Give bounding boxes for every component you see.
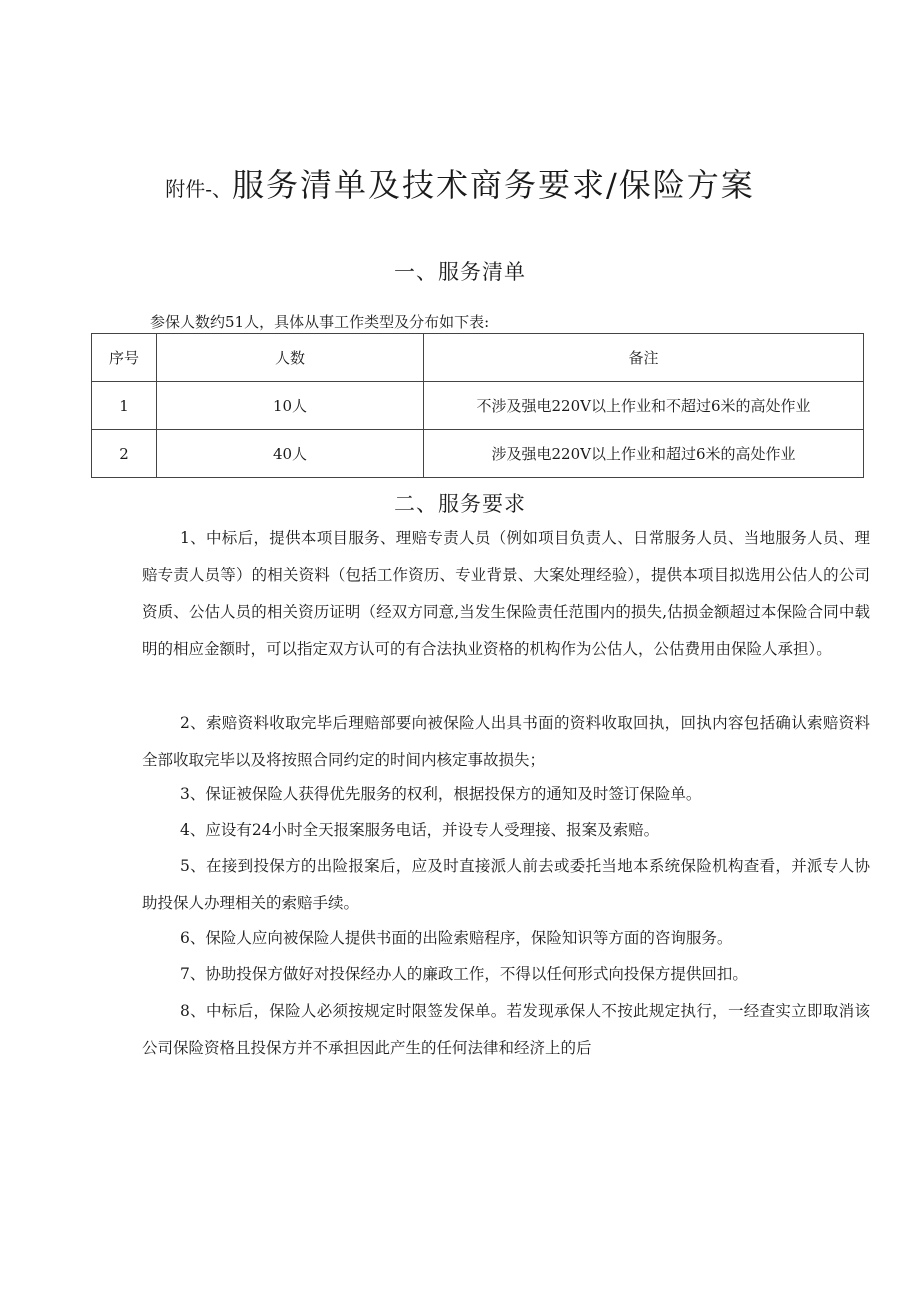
header-count: 人数 [157, 334, 424, 382]
cell-count: 10人 [157, 382, 424, 430]
title-prefix: 附件-、 [165, 177, 232, 201]
requirement-item-1: 1、中标后，提供本项目服务、理赔专责人员（例如项目负责人、日常服务人员、当地服务人员、理赔专责人员等）的相关资料（包括工作资历、专业背景、大案处理经验），提供本项目拟选用公估人的公司资质、公估人员的相关资历证明（经双方同意,当发生保险责任范围内的损失,估损金额超过本保险合同中载明的相应金额时，可以指定双方认可的有合法执业资格的机构作为公估人，公估费用由保险人承担）。 [142, 529, 870, 658]
requirement-item-7: 7、协助投保方做好对投保经办人的廉政工作，不得以任何形式向投保方提供回扣。 [180, 965, 748, 983]
requirement-item-4: 4、应设有24小时全天报案服务电话，并设专人受理接、报案及索赔。 [180, 821, 660, 839]
table-row [92, 430, 864, 478]
table-header-row [92, 334, 864, 382]
header-remark: 备注 [424, 334, 864, 382]
table-row [92, 382, 864, 430]
cell-count: 40人 [157, 430, 424, 478]
header-index: 序号 [92, 334, 157, 382]
requirement-item-3: 3、保证被保险人获得优先服务的权利，根据投保方的通知及时签订保险单。 [180, 785, 702, 803]
cell-remark: 涉及强电220V以上作业和超过6米的高处作业 [424, 430, 864, 478]
cell-index: 1 [92, 382, 157, 430]
section-heading-service-list: 一、服务清单 [394, 260, 526, 284]
requirement-item-8: 8、中标后，保险人必须按规定时限签发保单。若发现承保人不按此规定执行，一经查实立即取消该公司保险资格且投保方并不承担因此产生的任何法律和经济上的后 [142, 1002, 870, 1057]
requirement-item-5: 5、在接到投保方的出险报案后，应及时直接派人前去或委托当地本系统保险机构查看，并派专人协助投保人办理相关的索赔手续。 [142, 857, 870, 912]
title-main: 服务清单及技术商务要求/保险方案 [231, 166, 755, 204]
requirement-item-6: 6、保险人应向被保险人提供书面的出险索赔程序，保险知识等方面的咨询服务。 [180, 929, 733, 947]
requirement-item-2: 2、索赔资料收取完毕后理赔部要向被保险人出具书面的资料收取回执，回执内容包括确认索赔资料全部收取完毕以及将按照合同约定的时间内核定事故损失； [142, 714, 870, 769]
cell-remark: 不涉及强电220V以上作业和不超过6米的高处作业 [424, 382, 864, 430]
cell-index: 2 [92, 430, 157, 478]
document-title [0, 160, 920, 206]
intro-text: 参保人数约51人，具体从事工作类型及分布如下表: [150, 313, 490, 331]
section-heading-service-requirements: 二、服务要求 [394, 492, 526, 516]
insured-people-table [91, 333, 864, 478]
